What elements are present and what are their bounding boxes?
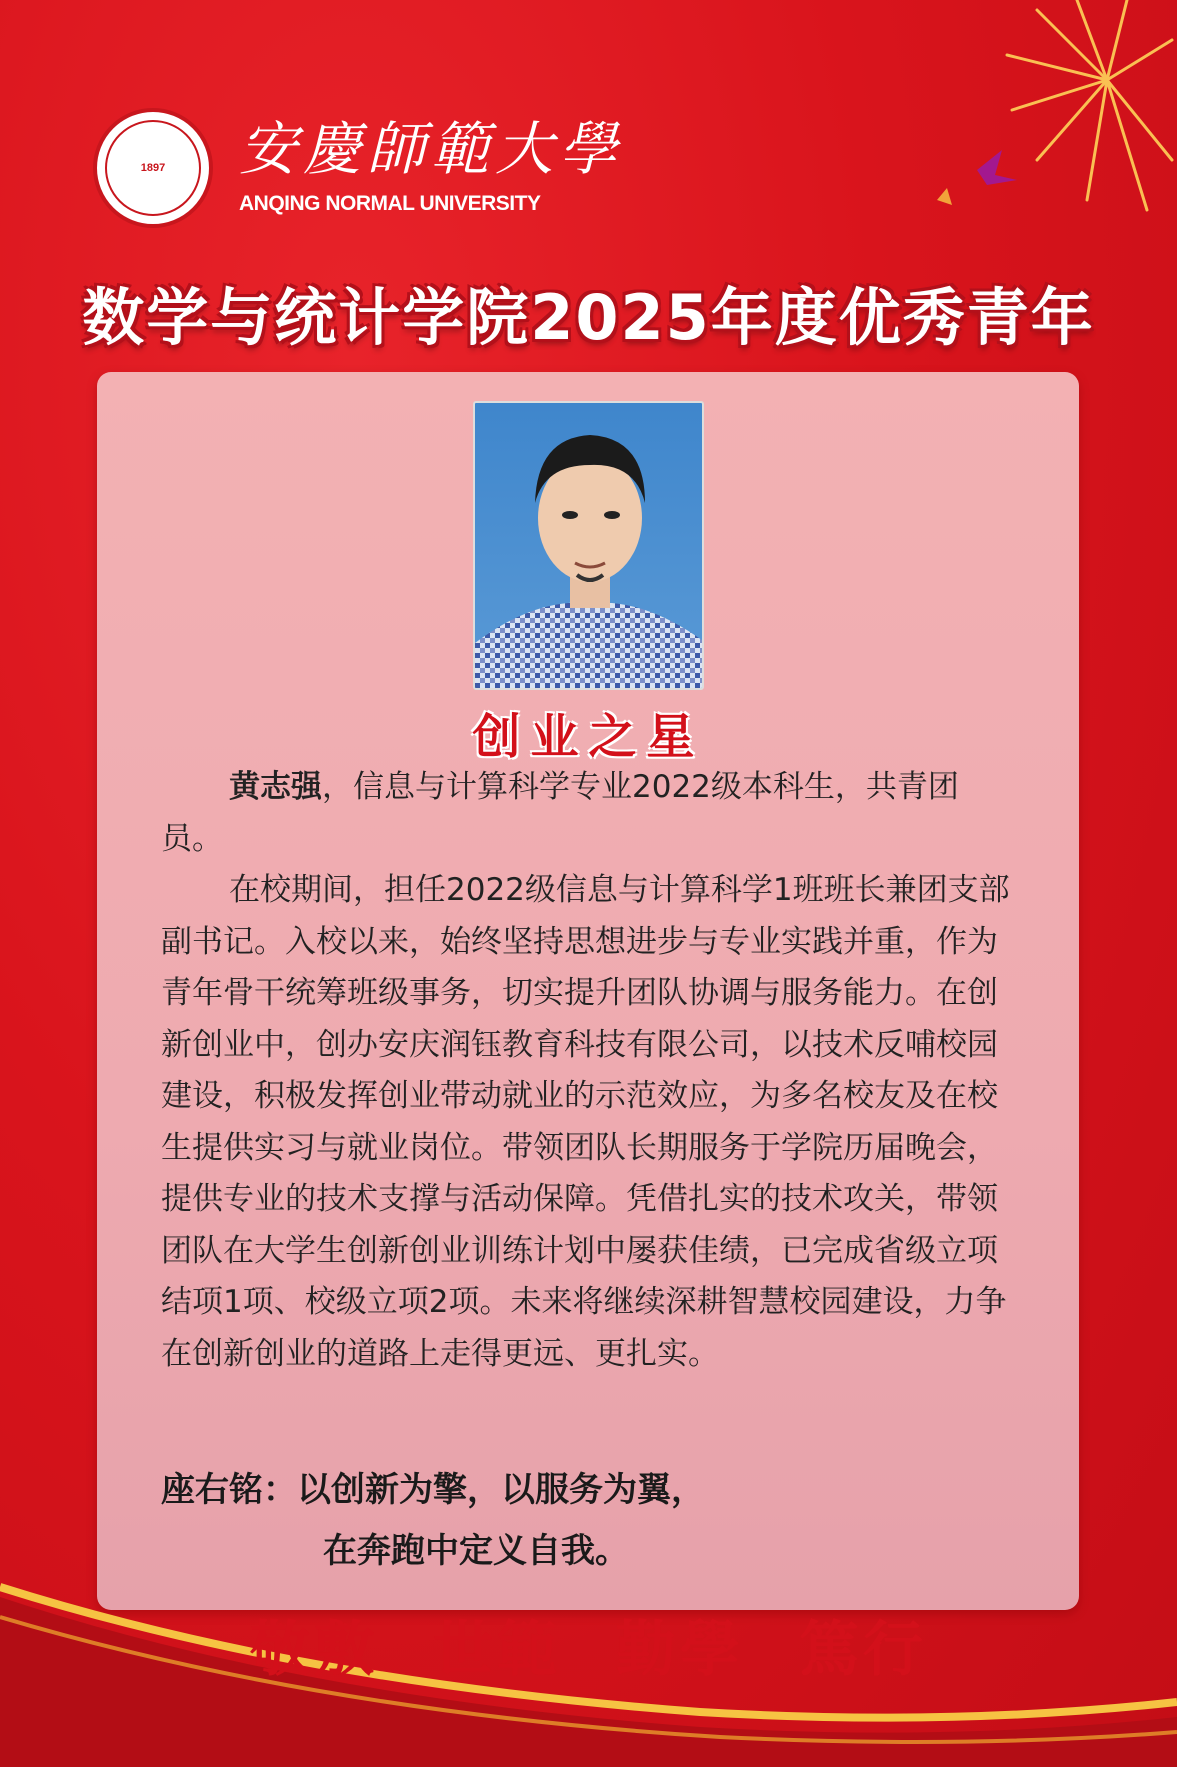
university-logo [93, 108, 623, 228]
page-title: 数学与统计学院2025年度优秀青年 [82, 281, 1095, 354]
personal-motto [161, 1462, 705, 1572]
school-motto: 敬敷 世範 勤學 篤行 [250, 1615, 927, 1685]
motto-line-1: 以创新为擎，以服务为翼， [297, 1470, 705, 1510]
university-name-cn: 安慶師範大學 [239, 115, 624, 183]
university-seal [93, 108, 213, 228]
portrait-photo [473, 401, 704, 690]
university-name-en: ANQING NORMAL UNIVERSITY [239, 192, 541, 215]
biography-body: 在校期间，担任2022级信息与计算科学1班班长兼团支部副书记。入校以来，始终坚持思想进步与专业实践并重，作为青年骨干统筹班级事务，切实提升团队协调与服务能力。在创新创业中，创办安庆润钰教育科技有限公司，以技术反哺校园建设，积极发挥创业带动就业的示范效应，为多名校友及在校生提供实习与就业岗位。带领团队长期服务于学院历届晚会，提供专业的技术支撑与活动保障。凭借扎实的技术攻关，带领团队在大学生创新创业训练计划中屡获佳绩，已完成省级立项结项1项、校级立项2项。未来将继续深耕智慧校园建设，力争在创新创业的道路上走得更远、更扎实。 [161, 872, 1010, 1372]
motto-label: 座右铭： [161, 1470, 297, 1510]
student-intro: ，信息与计算科学专业2022级本科生，共青团员。 [161, 769, 959, 857]
biography [161, 762, 1015, 1380]
student-name: 黄志强 [229, 769, 322, 805]
motto-line-2: 在奔跑中定义自我。 [323, 1531, 629, 1571]
seal-year: 1897 [140, 162, 166, 174]
fireworks-decoration [917, 0, 1177, 240]
award-title: 创业之星 [472, 709, 705, 765]
